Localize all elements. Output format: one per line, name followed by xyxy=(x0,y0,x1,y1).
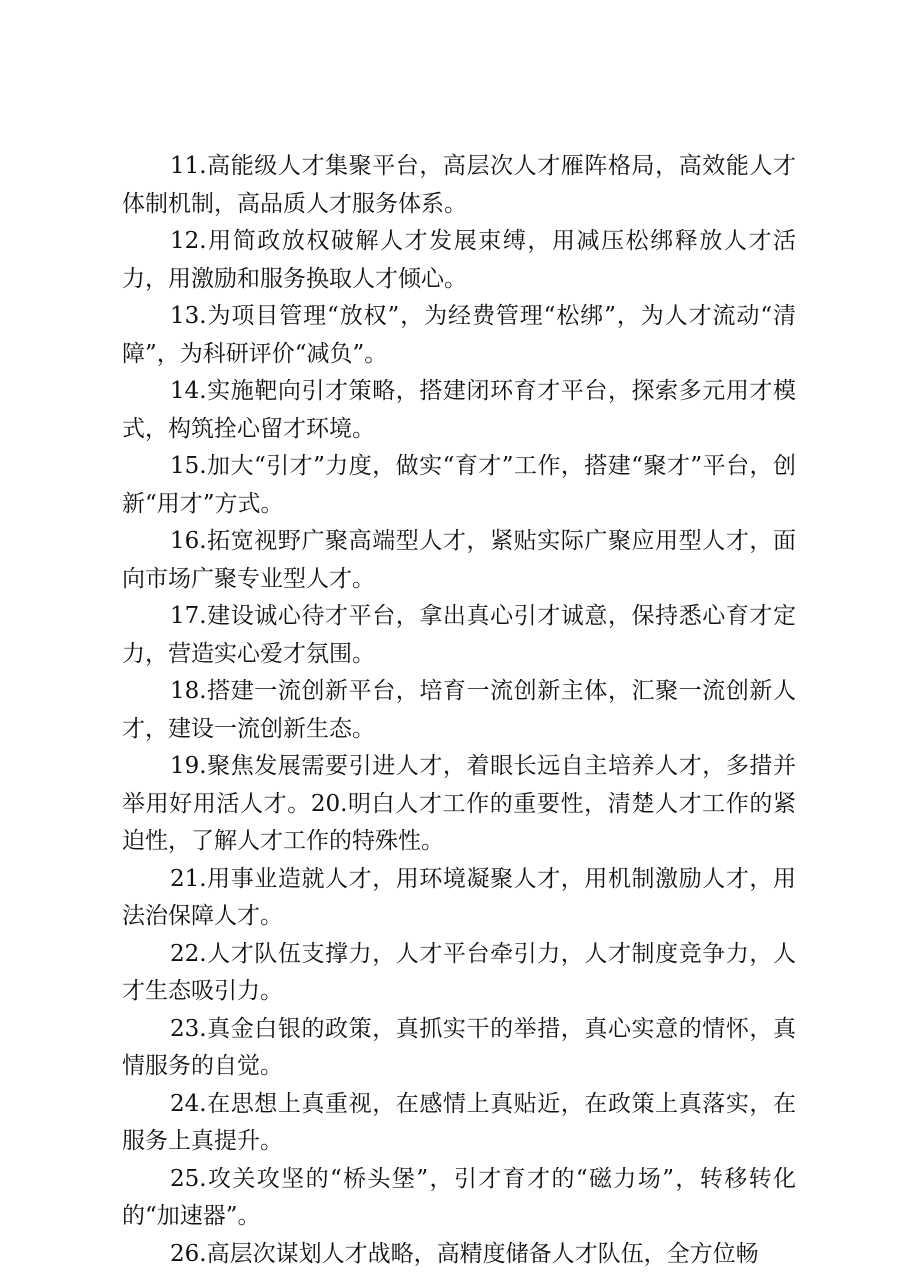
paragraph-18: 18.搭建一流创新平台，培育一流创新主体，汇聚一流创新人才，建设一流创新生态。 xyxy=(122,678,796,742)
paragraph-17: 17.建设诚心待才平台，拿出真心引才诚意，保持悉心育才定力，营造实心爱才氛围。 xyxy=(122,603,796,667)
paragraph-14: 14.实施靶向引才策略，搭建闭环育才平台，探索多元用才模式，构筑拴心留才环境。 xyxy=(122,378,796,442)
paragraph-19-20: 19.聚焦发展需要引进人才，着眼长远自主培养人才，多措并举用好用活人才。20.明白人才工作的重要性，清楚人才工作的紧迫性，了解人才工作的特殊性。 xyxy=(122,753,796,854)
paragraph-13: 13.为项目管理“放权”，为经费管理“松绑”，为人才流动“清障”，为科研评价“减负”。 xyxy=(122,303,796,367)
paragraph-26: 26.高层次谋划人才战略，高精度储备人才队伍，全方位畅 xyxy=(170,1240,759,1267)
paragraph-25: 25.攻关攻坚的“桥头堡”，引才育才的“磁力场”，转移转化的“加速器”。 xyxy=(122,1165,796,1229)
document-body xyxy=(122,148,796,1273)
paragraph-23: 23.真金白银的政策，真抓实干的举措，真心实意的情怀，真情服务的自觉。 xyxy=(122,1015,796,1079)
paragraph-24: 24.在思想上真重视，在感情上真贴近，在政策上真落实，在服务上真提升。 xyxy=(122,1090,796,1154)
paragraph-22: 22.人才队伍支撑力，人才平台牵引力，人才制度竞争力，人才生态吸引力。 xyxy=(122,940,796,1004)
paragraph-21: 21.用事业造就人才，用环境凝聚人才，用机制激励人才，用法治保障人才。 xyxy=(122,865,796,929)
paragraph-12: 12.用简政放权破解人才发展束缚，用减压松绑释放人才活力，用激励和服务换取人才倾心。 xyxy=(122,228,796,292)
paragraph-15: 15.加大“引才”力度，做实“育才”工作，搭建“聚才”平台，创新“用才”方式。 xyxy=(122,453,796,517)
paragraph-11: 11.高能级人才集聚平台，高层次人才雁阵格局，高效能人才体制机制，高品质人才服务体系。 xyxy=(122,153,796,217)
paragraph-16: 16.拓宽视野广聚高端型人才，紧贴实际广聚应用型人才，面向市场广聚专业型人才。 xyxy=(122,528,796,592)
